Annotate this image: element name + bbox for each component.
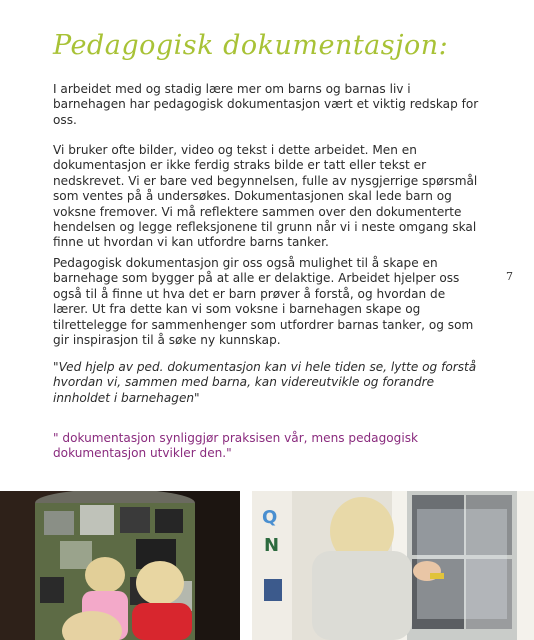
photo-child-at-window — [252, 491, 534, 640]
intro-paragraph: I arbeidet med og stadig lære mer om barns og barnas liv i barnehagen har pedagogisk dokumentasjon vært et viktig redskap for oss. — [53, 82, 479, 127]
photo-right-illustration — [252, 491, 534, 640]
letter-n: N — [264, 535, 280, 556]
body-paragraph-participation: Pedagogisk dokumentasjon gir oss også mulighet til å skape en barnehage som bygger på at alle er delaktige. Arbeidet hjelper oss også til å finne ut hva det er barn prøver å forstå, og hvordan de lærer. Ut fra dette kan vi som voksne i barnehagen skape og tilrettelegge for sammenhenger som utfordrer barnas tanker, og som gir inspirasjon til å søke ny kunnskap. — [53, 256, 474, 348]
page-number: 7 — [506, 270, 513, 283]
body-paragraph-reflection: Vi bruker ofte bilder, video og tekst i dette arbeidet. Men en dokumentasjon er ikke ferdig straks bilde er tatt eller tekst er nedskrevet. Vi er bare ved begynnelsen, fulle av nysgjerrige spørsmål som ventes på å undersøkes. Dokumentasjonen skal lede barn og voksne fremover. Vi må reflektere sammen over den dokumenterte hendelsen og legge refleksjonene til grunn når vi i neste omgang skal finne ut hvordan vi kan utfordre barns tanker. — [53, 143, 478, 250]
letter-q: Q — [262, 507, 278, 528]
highlight-quote: " dokumentasjon synliggjør praksisen vår, mens pedagogisk dokumentasjon utvikler den." — [53, 431, 419, 461]
photo-children-at-display-column — [0, 491, 240, 640]
page-title: Pedagogisk dokumentasjon: — [53, 30, 449, 61]
italic-quote: "Ved hjelp av ped. dokumentasjon kan vi hele tiden se, lytte og forstå hvordan vi, sammen med barna, kan videreutvikle og forandre innholdet i barnehagen" — [53, 360, 477, 405]
photo-left-illustration — [0, 491, 240, 640]
